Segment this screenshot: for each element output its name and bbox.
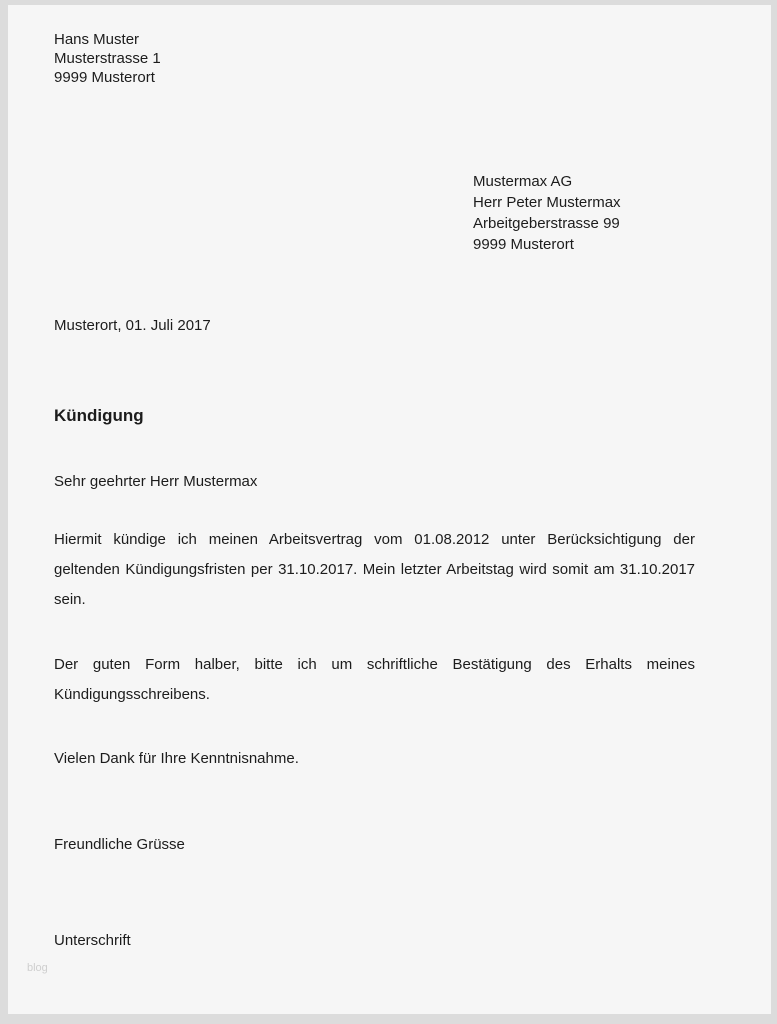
recipient-address-block [473,171,621,255]
sender-name: Hans Muster [54,31,140,48]
watermark-text: blog [27,962,48,974]
thanks-line: Vielen Dank für Ihre Kenntnisnahme. [54,750,299,767]
body-paragraph-2: Der guten Form halber, bitte ich um schriftliche Bestätigung des Erhalts meines Kündigungsschreibens. [54,656,695,703]
subject-heading: Kündigung [54,406,144,425]
recipient-name: Herr Peter Mustermax [473,194,621,211]
sender-city: 9999 Musterort [54,69,155,86]
paper-sheet [8,5,771,1014]
signature-label: Unterschrift [54,932,131,949]
date-line: Musterort, 01. Juli 2017 [54,317,211,334]
sender-street: Musterstrasse 1 [54,50,161,67]
recipient-city: 9999 Musterort [473,236,574,253]
closing-line: Freundliche Grüsse [54,836,185,853]
salutation: Sehr geehrter Herr Mustermax [54,473,258,490]
recipient-street: Arbeitgeberstrasse 99 [473,215,620,232]
body-paragraph-1: Hiermit kündige ich meinen Arbeitsvertrag vom 01.08.2012 unter Berücksichtigung der geltenden Kündigungsfristen per 31.10.2017. Mein letzter Arbeitstag wird somit am 31.10.2017 sein. [54,531,695,608]
recipient-company: Mustermax AG [473,173,573,190]
sender-address-block [54,30,161,87]
